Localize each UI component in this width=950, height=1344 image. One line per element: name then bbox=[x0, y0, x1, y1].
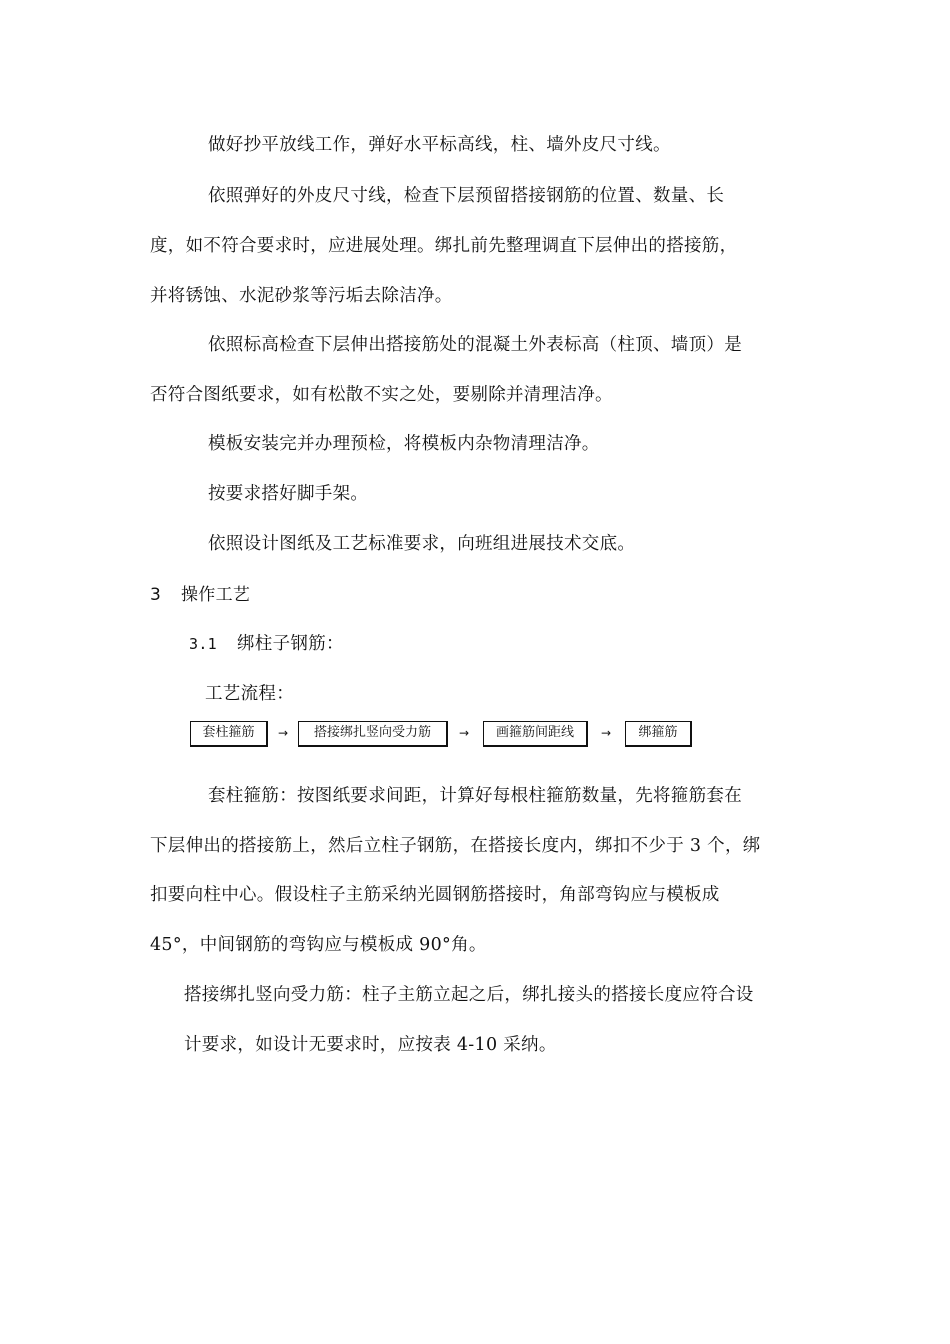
paragraph-line: 做好抄平放线工作，弹好水平标高线，柱、墙外皮尺寸线。 bbox=[208, 135, 671, 155]
paragraph-line: 按要求搭好脚手架。 bbox=[208, 484, 369, 504]
paragraph-line: 扣要向柱中心。假设柱子主筋采纳光圆钢筋搭接时，角部弯钩应与模板成 bbox=[150, 885, 720, 905]
section-number: 3 bbox=[150, 585, 162, 605]
paragraph-line: 并将锈蚀、水泥砂浆等污垢去除洁净。 bbox=[150, 286, 453, 306]
flow-step-box: 套柱箍筋 bbox=[190, 721, 268, 747]
paragraph-line: 套柱箍筋：按图纸要求间距，计算好每根柱箍筋数量，先将箍筋套在 bbox=[208, 786, 742, 806]
flow-step-box: 搭接绑扎竖向受力筋 bbox=[298, 721, 448, 747]
paragraph-line: 搭接绑扎竖向受力筋：柱子主筋立起之后，绑扎接头的搭接长度应符合设 bbox=[184, 985, 754, 1005]
flow-step-box: 绑箍筋 bbox=[625, 721, 692, 747]
arrow-right-icon: → bbox=[459, 726, 470, 740]
section-title: 操作工艺 bbox=[181, 585, 251, 605]
flow-step-box: 画箍筋间距线 bbox=[483, 721, 588, 747]
paragraph-line: 模板安装完并办理预检，将模板内杂物清理洁净。 bbox=[208, 434, 600, 454]
arrow-right-icon: → bbox=[601, 726, 612, 740]
paragraph-line: 依照标高检查下层伸出搭接筋处的混凝土外表标高（柱顶、墙顶）是 bbox=[208, 335, 742, 355]
paragraph-line: 依照弹好的外皮尺寸线，检查下层预留搭接钢筋的位置、数量、长 bbox=[208, 186, 725, 206]
paragraph-line: 计要求，如设计无要求时，应按表 4-10 采纳。 bbox=[184, 1035, 557, 1055]
paragraph-line: 下层伸出的搭接筋上，然后立柱子钢筋，在搭接长度内，绑扣不少于 3 个，绑 bbox=[150, 836, 761, 856]
paragraph-line: 45°，中间钢筋的弯钩应与模板成 90°角。 bbox=[150, 935, 487, 955]
subsection-title: 绑柱子钢筋： bbox=[237, 634, 344, 654]
arrow-right-icon: → bbox=[278, 726, 289, 740]
paragraph-line: 否符合图纸要求，如有松散不实之处，要剔除并清理洁净。 bbox=[150, 385, 613, 405]
subsection-number: 3.1 bbox=[189, 635, 217, 653]
paragraph-line: 度，如不符合要求时，应进展处理。绑扎前先整理调直下层伸出的搭接筋， bbox=[150, 236, 738, 256]
flow-label: 工艺流程： bbox=[205, 684, 294, 704]
paragraph-line: 依照设计图纸及工艺标准要求，向班组进展技术交底。 bbox=[208, 534, 636, 554]
